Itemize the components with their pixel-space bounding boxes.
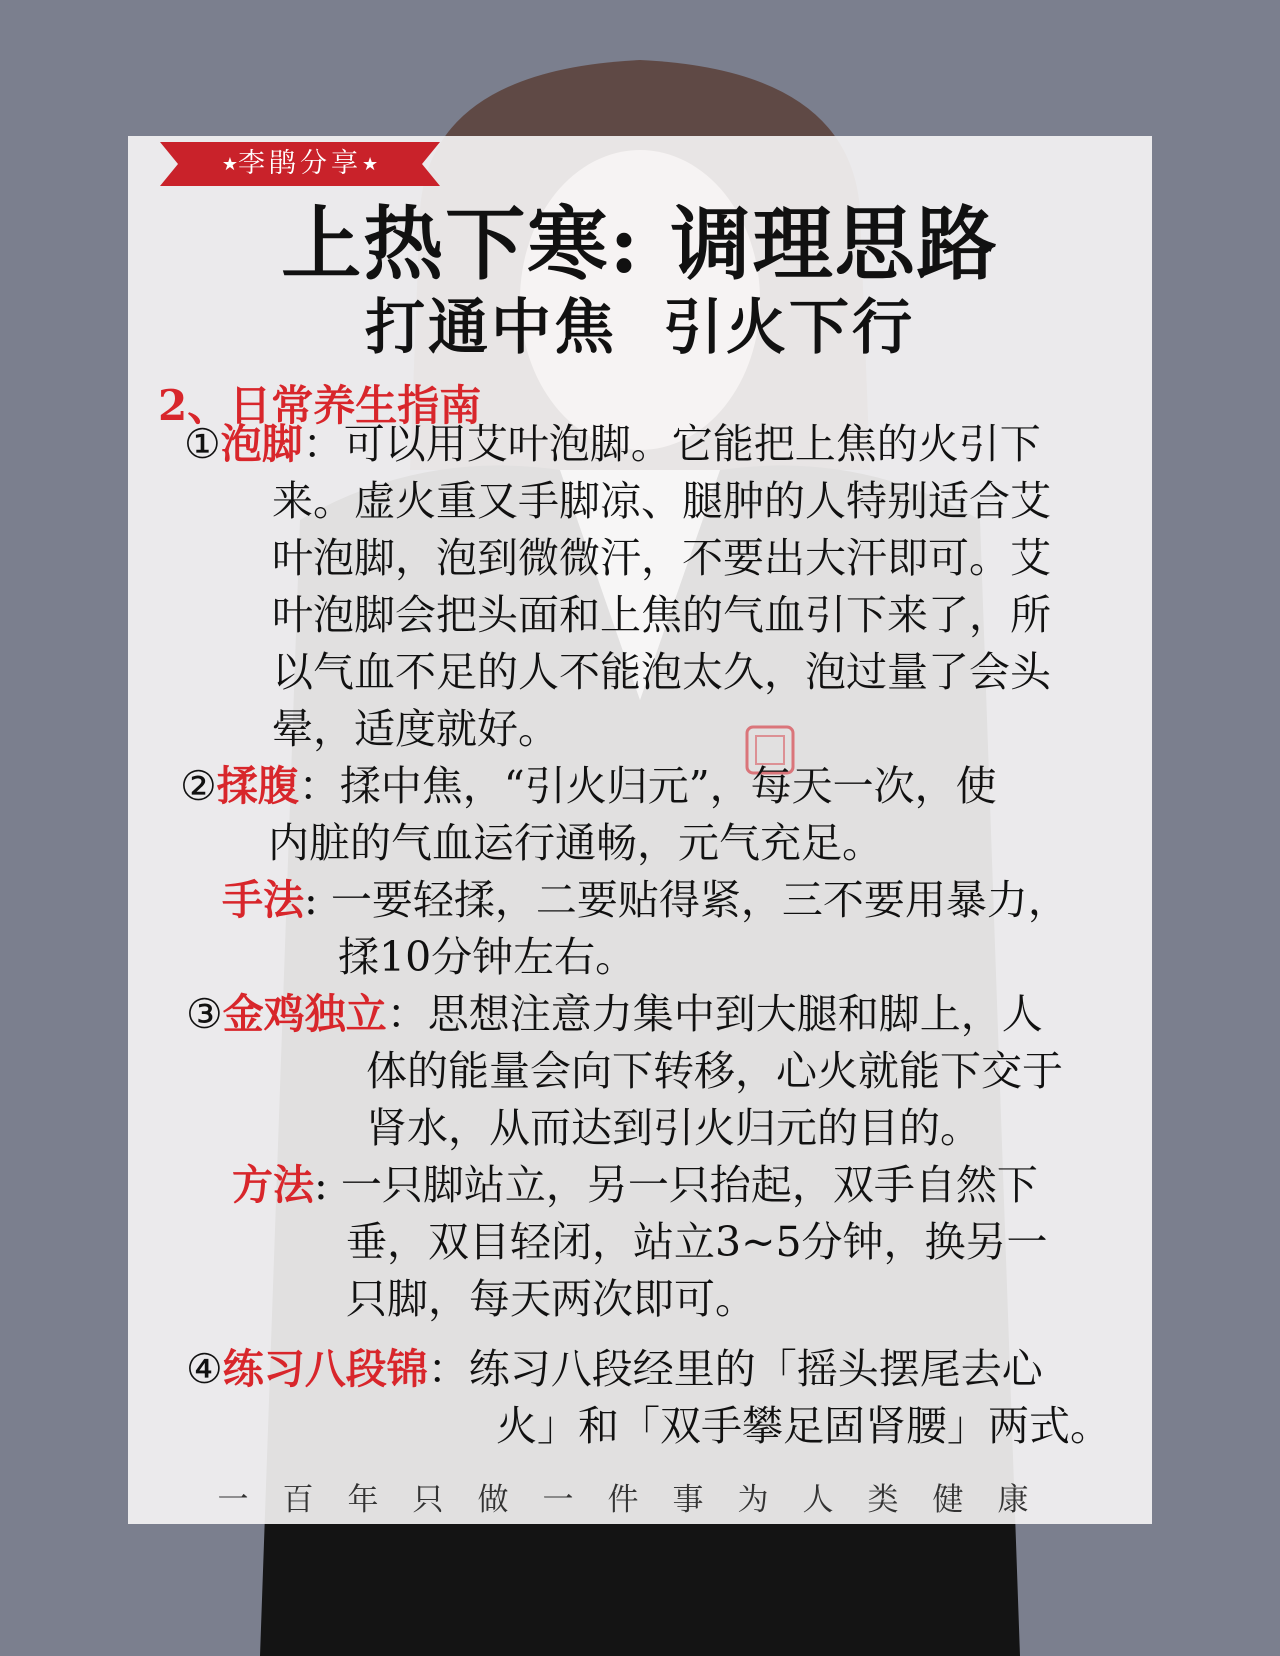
item-1-line-3: 叶泡脚，泡到微微汗，不要出大汗即可。艾 <box>272 534 1051 582</box>
subtitle-part-1: 打通中焦 <box>365 293 617 363</box>
item-2-line-2: 内脏的气血运行通畅，元气充足。 <box>268 819 883 867</box>
item-1-line-2: 来。虚火重又手脚凉、腿肿的人特别适合艾 <box>272 477 1051 525</box>
author-banner <box>160 142 440 186</box>
item-1-line-4: 叶泡脚会把头面和上焦的气血引下来了，所 <box>272 591 1051 639</box>
footer-slogan: 一百年只做一件事为人类健康 <box>217 1482 1063 1518</box>
item-marker: ② <box>180 762 217 810</box>
method-label: 手法 <box>222 876 304 924</box>
item-keyword: 金鸡独立 <box>222 990 387 1038</box>
item-marker: ④ <box>186 1345 223 1393</box>
subtitle-part-2: 引火下行 <box>663 293 915 363</box>
item-3-line-3: 肾水，从而达到引火归元的目的。 <box>366 1104 981 1152</box>
page-title: 上热下寒: 调理思路 <box>281 197 999 291</box>
item-3-line-2: 体的能量会向下转移，心火就能下交于 <box>366 1047 1063 1095</box>
item-keyword: 练习八段锦 <box>222 1345 428 1393</box>
section-heading: 2、日常养生指南 <box>158 381 482 430</box>
item-1-line-5: 以气血不足的人不能泡太久，泡过量了会头 <box>272 648 1051 696</box>
item-3-method-line-3: 只脚，每天两次即可。 <box>346 1275 756 1323</box>
page-subtitle <box>128 290 1152 366</box>
item-2-line-1: ②揉腹：揉中焦，“引火归元”，每天一次，使 <box>180 762 997 810</box>
item-3-line-1: ③金鸡独立：思想注意力集中到大腿和脚上，人 <box>186 990 1043 1038</box>
item-4-line-2: 火」和「双手攀足固肾腰」两式。 <box>496 1402 1111 1450</box>
item-keyword: 揉腹 <box>216 762 299 810</box>
item-1-line-6: 晕，适度就好。 <box>272 705 559 753</box>
item-marker: ③ <box>186 990 223 1038</box>
item-2-method-line-2: 揉10分钟左右。 <box>338 933 637 981</box>
star-icon: ★ <box>221 154 238 175</box>
item-3-method-line-2: 垂，双目轻闭，站立3~5分钟，换另一 <box>346 1218 1048 1266</box>
item-4-line-1: ④练习八段锦：练习八段经里的「摇头摆尾去心 <box>186 1345 1043 1393</box>
item-2-method-line-1: 手法: 一要轻揉，二要贴得紧，三不要用暴力， <box>222 876 1069 924</box>
method-label: 方法 <box>232 1161 314 1209</box>
item-3-method-line-1: 方法: 一只脚站立，另一只抬起，双手自然下 <box>232 1161 1038 1209</box>
star-icon: ★ <box>362 154 379 175</box>
item-marker: ① <box>184 420 221 468</box>
item-keyword: 泡脚 <box>220 420 303 468</box>
banner-label: 李鹃分享 <box>238 148 362 179</box>
item-1-line-1: ①泡脚：可以用艾叶泡脚。它能把上焦的火引下 <box>184 420 1041 468</box>
